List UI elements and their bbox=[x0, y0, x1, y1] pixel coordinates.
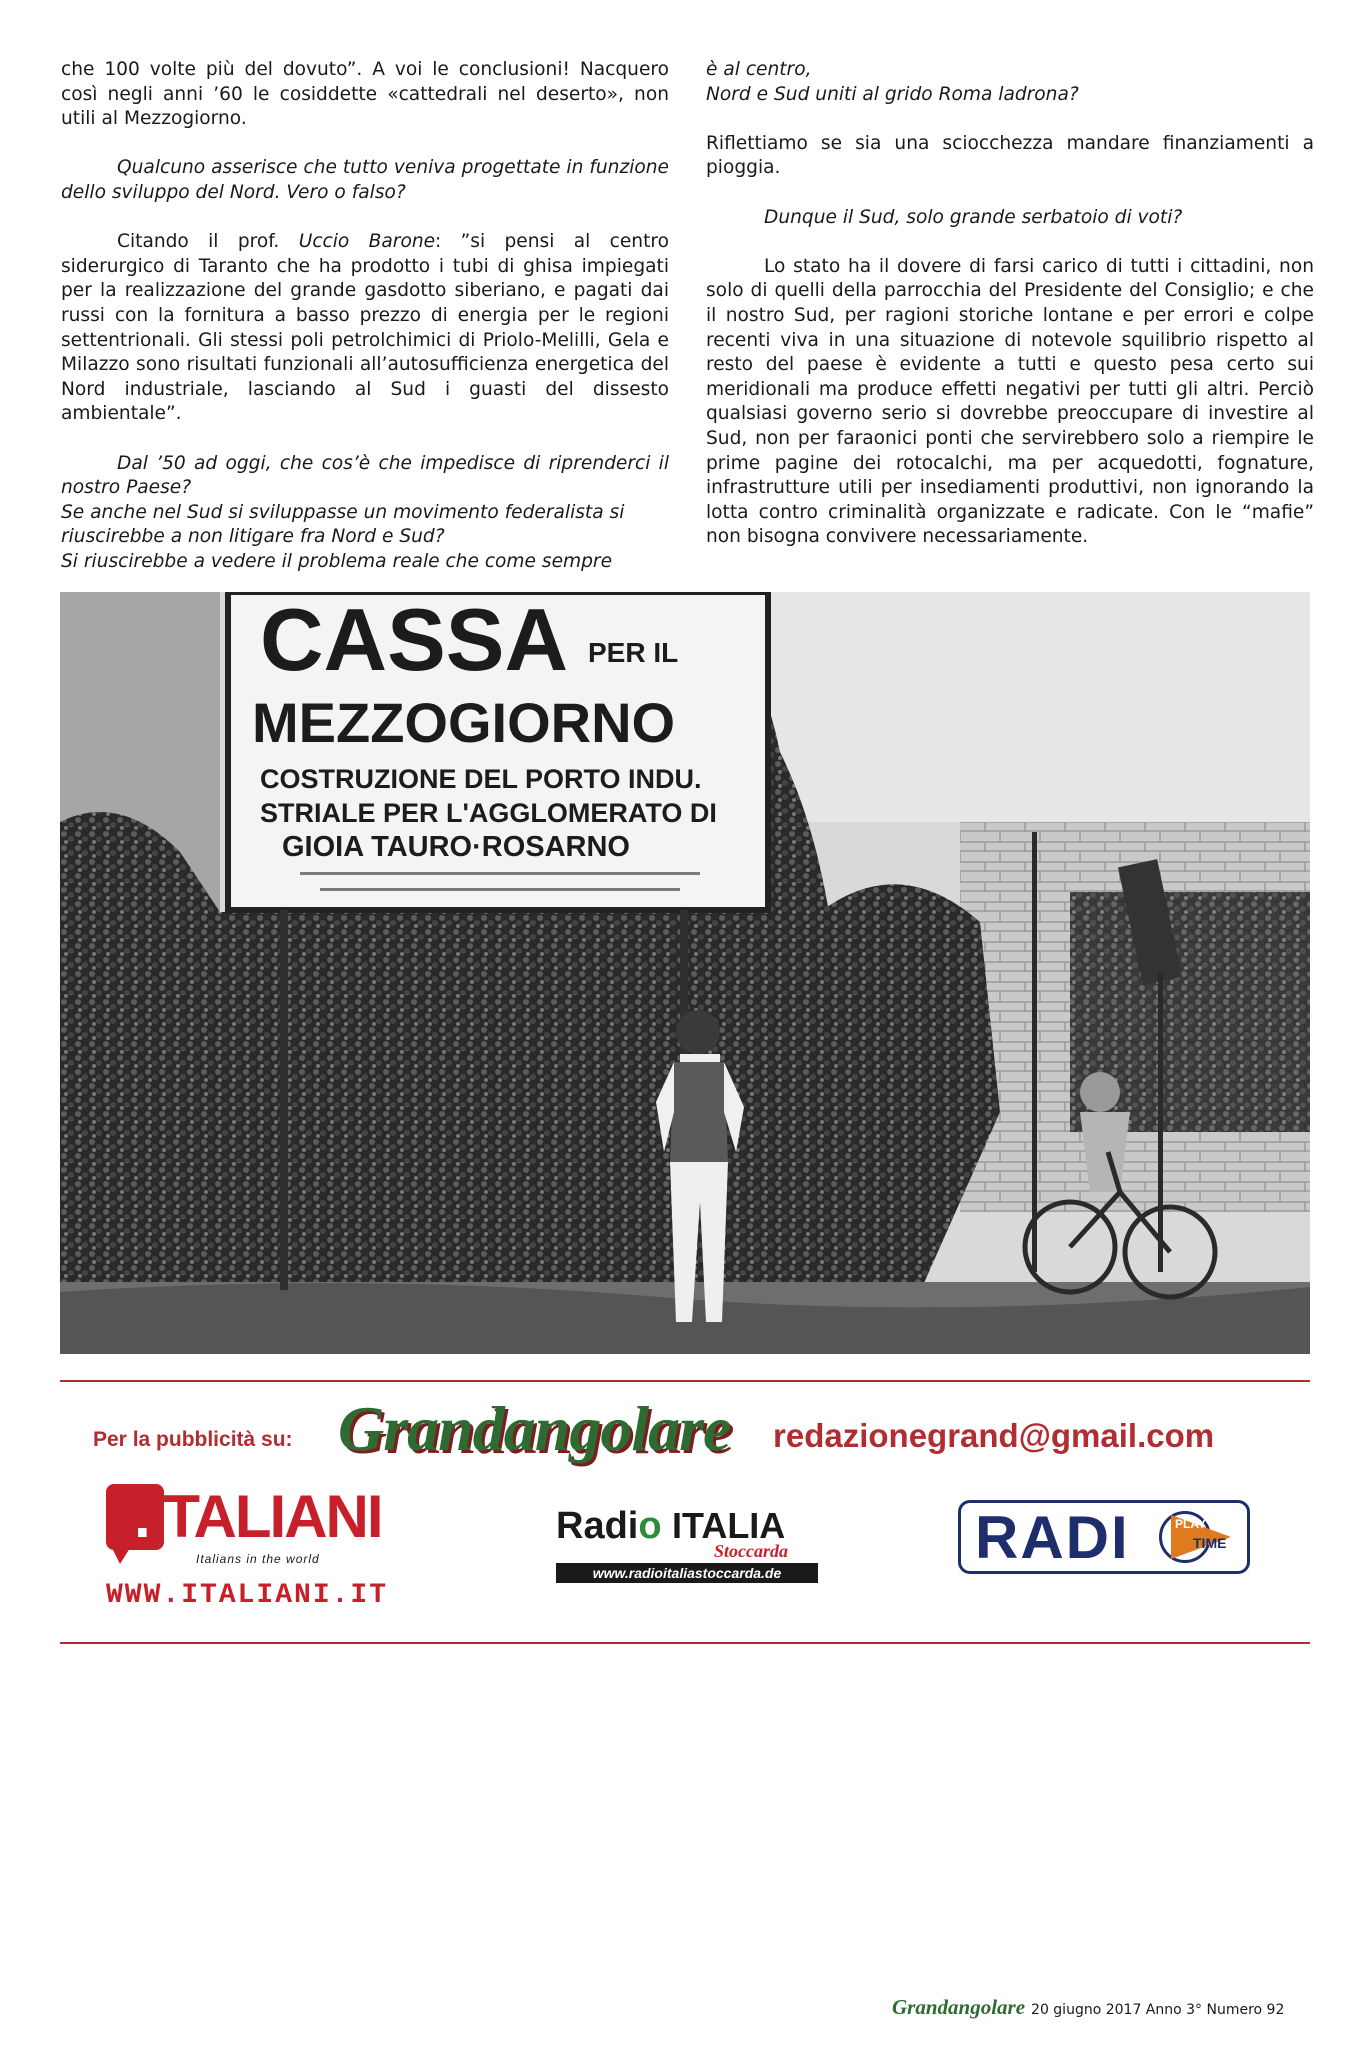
article-column-right bbox=[706, 58, 1314, 574]
sign-line: GIOIA TAURO·ROSARNO bbox=[282, 831, 630, 863]
issue-info: 20 giugno 2017 Anno 3° Numero 92 bbox=[1031, 2002, 1285, 2018]
contact-email[interactable]: redazionegrand@gmail.com bbox=[773, 1417, 1215, 1454]
sign-line: COSTRUZIONE DEL PORTO INDU. bbox=[260, 764, 702, 794]
paragraph-question: Se anche nel Sud si sviluppasse un movimento federalista si riuscirebbe a non litigare fra Nord e Sud? bbox=[61, 501, 625, 548]
ad-label: Per la pubblicità su: bbox=[93, 1428, 293, 1451]
paragraph: Lo stato ha il dovere di farsi carico di tutti i cittadini, non solo di quelli della parrocchia del Presidente del Consiglio; e che il nostro Sud, per ragioni storiche lontane e per errori e colpe recenti viva in una situazione di notevole squilibrio rispetto al resto del paese è evidente a tutti e questo pesa certo sui meridionali ma produce effetti negativi per tutti gli altri. Perciò qualsiasi governo serio si dovrebbe preoccupare di investire al Sud, non per faraonici ponti che servirebbero solo a riempire le prime pagine dei rotocalchi, ma per acquedotti, fognature, infrastrutture utili per insediamenti produttivi, non ignorando la lotta contro criminalità organizzate e radicate. Con le “mafie” non bisogna convivere necessariamente. bbox=[706, 255, 1314, 548]
radio-wordmark: RADI bbox=[975, 1504, 1130, 1571]
article-column-left bbox=[61, 58, 669, 574]
sign-subtitle: PER IL bbox=[588, 637, 679, 668]
quote-text: : ”si pensi al centro siderurgico di Taranto che ha prodotto i tubi di ghisa impiegati per la realizzazione del grande gasdotto siberiano, e pagati dai russi con la fornitura a basso prezzo di energia per le regioni settentrionali. Gli stessi poli petrolchimici di Priolo-Melilli, Gela e Milazzo sono risultati funzionali all’autosufficienza energetica del Nord industriale, lasciando al Sud i guasti del dissesto ambientale”. bbox=[61, 231, 669, 425]
italia-wordmark: ITALIA bbox=[672, 1505, 786, 1546]
footer-brand: Grandangolare bbox=[892, 1995, 1026, 2019]
paragraph-quote bbox=[61, 230, 669, 427]
quoted-author: Uccio Barone bbox=[298, 231, 436, 253]
paragraph: Riflettiamo se sia una sciocchezza mandare finanziamenti a pioggia. bbox=[706, 132, 1314, 179]
historical-photo bbox=[60, 592, 1310, 1354]
italiani-wordmark: .ITALIANI bbox=[134, 1483, 382, 1550]
paragraph-question: è al centro, bbox=[706, 59, 812, 80]
divider bbox=[60, 1642, 1310, 1644]
paragraph-question: Qualcuno asserisce che tutto veniva progettate in funzione dello sviluppo del Nord. Vero o falso? bbox=[61, 157, 669, 203]
radio-playtime-logo[interactable] bbox=[958, 1500, 1250, 1574]
radio-italia-logo[interactable] bbox=[556, 1505, 818, 1585]
radio-wordmark: Radio bbox=[556, 1505, 662, 1547]
stoccarda-wordmark: Stoccarda bbox=[714, 1541, 788, 1561]
paragraph-question: Nord e Sud uniti al grido Roma ladrona? bbox=[706, 83, 1079, 105]
paragraph: che 100 volte più del dovuto”. A voi le conclusioni! Nacquero così negli anni ’60 le cosiddette «cattedrali nel deserto», non utili al Mezzogiorno. bbox=[61, 59, 669, 130]
quote-intro: Citando il prof. bbox=[117, 231, 299, 253]
paragraph-question: Si riuscirebbe a vedere il problema reale che come sempre bbox=[61, 550, 613, 572]
page-footer bbox=[892, 1995, 1284, 2020]
time-label: TIME bbox=[1193, 1535, 1227, 1551]
italiani-logo[interactable] bbox=[106, 1483, 389, 1614]
paragraph-question: Dunque il Sud, solo grande serbatoio di voti? bbox=[764, 206, 1183, 228]
play-label: PLAY bbox=[1175, 1517, 1206, 1531]
radio-italia-url[interactable]: www.radioitaliastoccarda.de bbox=[556, 1563, 818, 1583]
italiani-tagline: Italians in the world bbox=[196, 1552, 320, 1566]
sign-line: STRIALE PER L'AGGLOMERATO DI bbox=[260, 798, 717, 828]
divider bbox=[60, 1380, 1310, 1382]
italiani-url[interactable]: WWW.ITALIANI.IT bbox=[106, 1580, 389, 1611]
photo-illustration bbox=[60, 592, 1310, 1354]
sign-line: MEZZOGIORNO bbox=[252, 691, 676, 754]
sign-title: CASSA bbox=[260, 592, 569, 689]
paragraph-question: Dal ’50 ad oggi, che cos’è che impedisce di riprenderci il nostro Paese? bbox=[61, 452, 669, 499]
brand-logo: Grandangolare bbox=[338, 1393, 731, 1464]
